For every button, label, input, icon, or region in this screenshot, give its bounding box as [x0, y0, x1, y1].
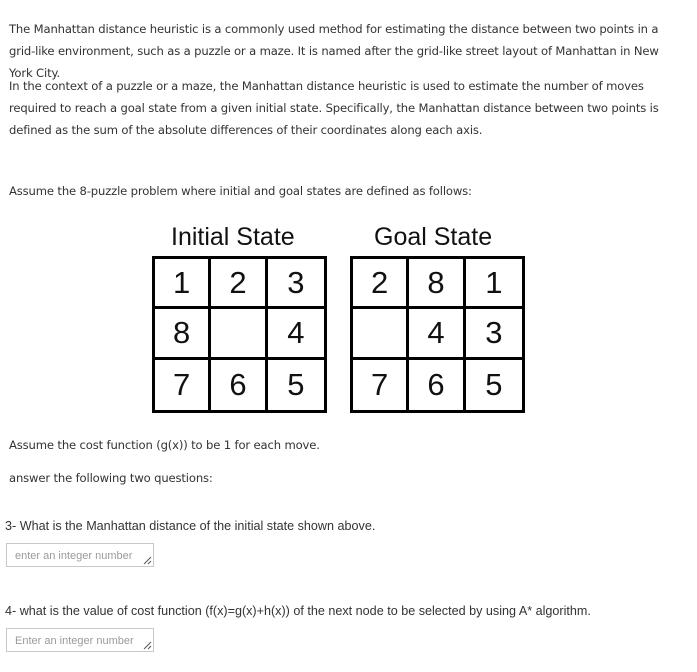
question-3-answer-box [6, 543, 154, 567]
goal-state-title: Goal State [374, 223, 493, 251]
question-4-answer-box [6, 628, 154, 652]
puzzle-cell-blank [353, 309, 409, 359]
instructions-text: answer the following two questions: [9, 471, 213, 485]
puzzle-cell: 8 [409, 259, 465, 309]
puzzle-cell: 1 [155, 259, 211, 309]
puzzle-cell: 6 [211, 360, 267, 410]
puzzle-cell: 7 [155, 360, 211, 410]
puzzle-cell: 6 [409, 360, 465, 410]
puzzle-cell: 5 [485, 366, 503, 402]
question-4-answer-input[interactable] [7, 630, 135, 652]
puzzle-cell: 7 [353, 360, 409, 410]
puzzle-cell: 3 [466, 309, 522, 359]
question-3-text: 3- What is the Manhattan distance of the initial state shown above. [5, 519, 376, 533]
puzzle-cell: 3 [268, 259, 324, 309]
initial-state-grid [152, 256, 327, 413]
puzzle-cell: 8 [155, 309, 211, 359]
puzzle-cell: 2 [353, 259, 409, 309]
cost-function-note: Assume the cost function (g(x)) to be 1 for each move. [9, 438, 320, 452]
resize-handle-icon[interactable] [142, 640, 152, 650]
puzzle-cell: 5 [287, 366, 305, 402]
goal-state-grid [350, 256, 525, 413]
initial-state-title: Initial State [171, 223, 295, 251]
puzzle-cell: 4 [409, 309, 465, 359]
resize-handle-icon[interactable] [142, 555, 152, 565]
question-3-answer-input[interactable] [7, 545, 135, 567]
puzzle-cell: 4 [268, 309, 324, 359]
question-4-text: 4- what is the value of cost function (f(x)=g(x)+h(x)) of the next node to be selected by using A* algorithm. [5, 604, 591, 618]
puzzle-cell: 2 [211, 259, 267, 309]
intro-paragraph-2: In the context of a puzzle or a maze, the Manhattan distance heuristic is used to estimate the number of moves required to reach a goal state from a given initial state. Specifically, the Manhattan distance between two points is defined as the sum of the absolute differences of their coordinates along each axis. [9, 79, 659, 137]
intro-paragraph-1: The Manhattan distance heuristic is a commonly used method for estimating the distance between two points in a grid-like environment, such as a puzzle or a maze. It is named after the grid-like street layout of Manhattan in New York City. [9, 22, 659, 80]
puzzle-cell-blank [211, 309, 267, 359]
puzzle-setup-text: Assume the 8-puzzle problem where initial and goal states are defined as follows: [9, 184, 472, 198]
puzzle-cell: 1 [466, 259, 522, 309]
